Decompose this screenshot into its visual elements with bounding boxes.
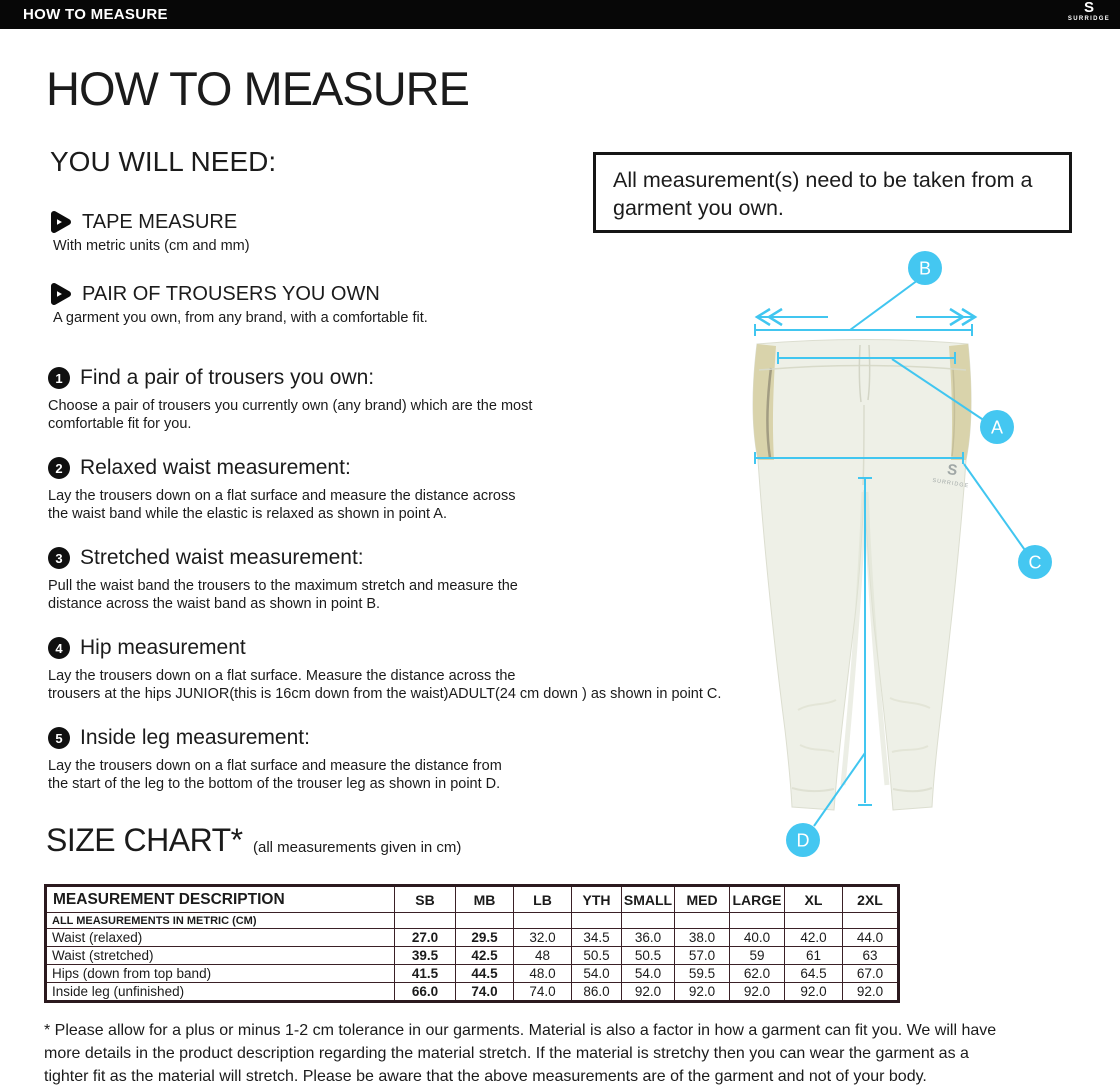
size-chart-subheading: (all measurements given in cm) [253, 839, 462, 856]
empty-cell [785, 913, 843, 929]
footnote-line: more details in the product description regarding the material stretch. If the material is stretchy then you can wear the garment as a [44, 1045, 969, 1062]
table-header-cell: SB [395, 886, 456, 913]
step-number-badge: 3 [48, 547, 70, 569]
trousers-graphic [753, 340, 972, 811]
value-cell: 86.0 [572, 983, 622, 1002]
empty-cell [572, 913, 622, 929]
step-body-line: Lay the trousers down on a flat surface and measure the distance from [48, 758, 502, 774]
step-body-line: the waist band while the elastic is relaxed as shown in point A. [48, 506, 447, 522]
table-header-cell: MEASUREMENT DESCRIPTION [46, 886, 395, 913]
empty-cell [622, 913, 675, 929]
table-header-row [46, 886, 899, 913]
value-cell: 36.0 [622, 929, 675, 947]
step-heading: Stretched waist measurement: [80, 546, 364, 569]
value-cell: 59 [730, 947, 785, 965]
play-triangle-icon [50, 282, 72, 306]
value-cell: 48.0 [514, 965, 572, 983]
step-body-line: Lay the trousers down on a flat surface. Measure the distance across the [48, 668, 516, 684]
step-1 [48, 366, 532, 433]
value-cell: 67.0 [843, 965, 899, 983]
size-chart-heading: SIZE CHART* [46, 822, 243, 858]
table-header-cell: SMALL [622, 886, 675, 913]
table-row-waist-stretched [46, 947, 899, 965]
app-header [0, 0, 1120, 29]
value-cell: 50.5 [572, 947, 622, 965]
point-label-a: A [990, 417, 1004, 438]
table-row-inside-leg [46, 983, 899, 1002]
note-line: garment you own. [613, 196, 784, 220]
step-body-line: Lay the trousers down on a flat surface and measure the distance across [48, 488, 516, 504]
you-will-need-heading: YOU WILL NEED: [50, 146, 277, 177]
watermark-text: SURRIDGE [931, 477, 970, 490]
step-heading: Relaxed waist measurement: [80, 456, 351, 479]
header-title: HOW TO MEASURE [23, 6, 168, 23]
value-cell: 39.5 [395, 947, 456, 965]
row-label-cell: Waist (relaxed) [46, 929, 395, 947]
value-cell: 42.5 [456, 947, 514, 965]
side-stripe-right [949, 344, 971, 460]
value-cell: 62.0 [730, 965, 785, 983]
value-cell: 38.0 [675, 929, 730, 947]
value-cell: 40.0 [730, 929, 785, 947]
note-line: All measurement(s) need to be taken from a [613, 168, 1033, 192]
stretch-arrow-left [756, 309, 828, 325]
metric-note-row [46, 913, 899, 929]
brand-s-icon: S [1083, 0, 1094, 16]
table-header-cell: 2XL [843, 886, 899, 913]
value-cell: 92.0 [843, 983, 899, 1002]
watermark-s-icon: S [946, 461, 959, 480]
play-triangle-icon [50, 210, 72, 234]
step-number-badge: 1 [48, 367, 70, 389]
value-cell: 44.0 [843, 929, 899, 947]
side-stripe-left [753, 344, 776, 460]
step-3 [48, 546, 518, 613]
label-connector-c [964, 464, 1027, 553]
step-5 [48, 726, 502, 793]
stretch-arrow-right [916, 309, 975, 325]
value-cell: 59.5 [675, 965, 730, 983]
row-label-cell: Inside leg (unfinished) [46, 983, 395, 1002]
table-header-cell: XL [785, 886, 843, 913]
value-cell: 34.5 [572, 929, 622, 947]
need-item-desc: A garment you own, from any brand, with a comfortable fit. [53, 310, 428, 326]
need-item-desc: With metric units (cm and mm) [53, 238, 250, 254]
empty-cell [675, 913, 730, 929]
step-body-line: Choose a pair of trousers you currently own (any brand) which are the most [48, 398, 533, 414]
value-cell: 42.0 [785, 929, 843, 947]
value-cell: 54.0 [622, 965, 675, 983]
trousers-diagram [740, 240, 1080, 880]
empty-cell [395, 913, 456, 929]
value-cell: 74.0 [514, 983, 572, 1002]
step-number-badge: 2 [48, 457, 70, 479]
footnote-line: tighter fit as the material will stretch. Please be aware that the above measurements are of the garment and not of your body. [44, 1068, 927, 1085]
step-number-badge: 5 [48, 727, 70, 749]
empty-cell [456, 913, 514, 929]
value-cell: 92.0 [785, 983, 843, 1002]
need-item-trousers [50, 282, 428, 326]
footnote [44, 1019, 996, 1088]
table-row-waist-relaxed [46, 929, 899, 947]
step-heading: Inside leg measurement: [80, 726, 310, 749]
table-row-hips [46, 965, 899, 983]
step-heading: Find a pair of trousers you own: [80, 366, 375, 389]
value-cell: 44.5 [456, 965, 514, 983]
table-header-cell: LARGE [730, 886, 785, 913]
value-cell: 41.5 [395, 965, 456, 983]
point-label-b: B [918, 258, 932, 279]
value-cell: 92.0 [675, 983, 730, 1002]
step-2 [48, 456, 515, 523]
value-cell: 74.0 [456, 983, 514, 1002]
value-cell: 92.0 [622, 983, 675, 1002]
step-number-badge: 4 [48, 637, 70, 659]
value-cell: 66.0 [395, 983, 456, 1002]
point-label-c: C [1028, 552, 1042, 573]
need-item-tape-measure [50, 210, 250, 254]
empty-cell [730, 913, 785, 929]
value-cell: 92.0 [730, 983, 785, 1002]
footnote-line: * Please allow for a plus or minus 1-2 cm tolerance in our garments. Material is also a factor in how a garment can fit you. We will have [44, 1022, 997, 1039]
table-header-cell: LB [514, 886, 572, 913]
note-box [593, 152, 1072, 233]
row-label-cell: Waist (stretched) [46, 947, 395, 965]
table-header-cell: MED [675, 886, 730, 913]
label-connector-b [850, 280, 918, 330]
need-item-label: PAIR OF TROUSERS YOU OWN [82, 282, 380, 305]
table-header-cell: YTH [572, 886, 622, 913]
value-cell: 27.0 [395, 929, 456, 947]
surridge-logo [1068, 1, 1110, 22]
stretched-waist-line [755, 324, 972, 336]
value-cell: 54.0 [572, 965, 622, 983]
size-chart-table [44, 884, 900, 1003]
value-cell: 48 [514, 947, 572, 965]
step-body-line: trousers at the hips JUNIOR(this is 16cm down from the waist)ADULT(24 cm down ) as shown in point C. [48, 686, 722, 702]
step-heading: Hip measurement [80, 636, 246, 659]
empty-cell [843, 913, 899, 929]
step-4 [48, 636, 721, 703]
page-title: HOW TO MEASURE [46, 62, 469, 115]
brand-name: SURRIDGE [1067, 16, 1110, 22]
table-header-cell: MB [456, 886, 514, 913]
row-label-cell: Hips (down from top band) [46, 965, 395, 983]
value-cell: 61 [785, 947, 843, 965]
value-cell: 32.0 [514, 929, 572, 947]
value-cell: 64.5 [785, 965, 843, 983]
value-cell: 57.0 [675, 947, 730, 965]
value-cell: 29.5 [456, 929, 514, 947]
step-body-line: distance across the waist band as shown in point B. [48, 596, 381, 612]
step-body-line: Pull the waist band the trousers to the maximum stretch and measure the [48, 578, 518, 594]
step-body-line: the start of the leg to the bottom of the trouser leg as shown in point D. [48, 776, 501, 792]
point-label-d: D [796, 830, 810, 851]
step-body-line: comfortable fit for you. [48, 416, 192, 432]
value-cell: 50.5 [622, 947, 675, 965]
metric-note-cell: ALL MEASUREMENTS IN METRIC (CM) [46, 913, 395, 929]
need-item-label: TAPE MEASURE [82, 210, 238, 233]
empty-cell [514, 913, 572, 929]
value-cell: 63 [843, 947, 899, 965]
